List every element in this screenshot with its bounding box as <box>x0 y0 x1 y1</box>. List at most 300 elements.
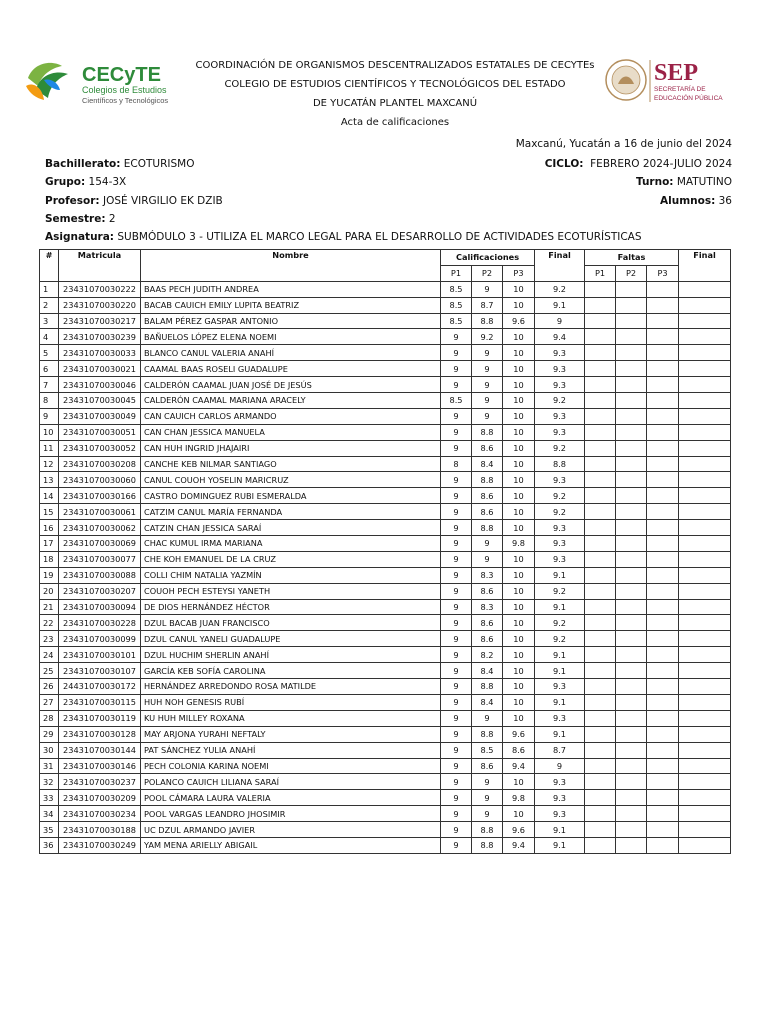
row-p2: 8.6 <box>472 615 503 631</box>
table-row <box>40 551 731 567</box>
cecyte-brand: CECyTE <box>82 64 161 86</box>
row-falta <box>585 790 616 806</box>
table-row <box>40 424 731 440</box>
row-final: 9.1 <box>535 822 585 838</box>
row-falta <box>647 615 679 631</box>
row-final: 9.1 <box>535 647 585 663</box>
row-falta <box>647 440 679 456</box>
table-row <box>40 281 731 297</box>
row-p2: 8.3 <box>472 567 503 583</box>
table-row <box>40 329 731 345</box>
row-matricula: 23431070030077 <box>59 551 141 567</box>
row-p1: 9 <box>441 488 472 504</box>
row-final: 9.3 <box>535 710 585 726</box>
row-matricula: 23431070030207 <box>59 583 141 599</box>
row-p3: 9.4 <box>503 758 535 774</box>
row-falta <box>585 488 616 504</box>
row-p3: 10 <box>503 774 535 790</box>
row-falta <box>616 663 647 679</box>
row-falta <box>585 583 616 599</box>
row-p2: 9 <box>472 710 503 726</box>
row-falta <box>585 631 616 647</box>
row-p2: 8.6 <box>472 488 503 504</box>
row-final: 9.3 <box>535 520 585 536</box>
row-falta <box>585 647 616 663</box>
row-falta <box>585 806 616 822</box>
row-p3: 10 <box>503 424 535 440</box>
row-nombre: CANCHE KEB NILMAR SANTIAGO <box>141 456 441 472</box>
row-final: 9.1 <box>535 663 585 679</box>
row-final-2 <box>679 424 731 440</box>
row-falta <box>585 822 616 838</box>
header-faltas: Faltas <box>585 250 679 266</box>
row-final-2 <box>679 393 731 409</box>
row-nombre: BAÑUELOS LÓPEZ ELENA NOEMI <box>141 329 441 345</box>
row-falta <box>647 408 679 424</box>
row-falta <box>585 663 616 679</box>
row-number: 28 <box>40 710 59 726</box>
turno-value: MATUTINO <box>676 176 732 189</box>
row-nombre: YAM MENA ARIELLY ABIGAIL <box>141 837 441 853</box>
row-falta <box>616 424 647 440</box>
table-row <box>40 790 731 806</box>
row-final: 9.3 <box>535 361 585 377</box>
table-row <box>40 472 731 488</box>
table-row <box>40 710 731 726</box>
row-final: 9.2 <box>535 583 585 599</box>
row-nombre: BAAS PECH JUDITH ANDREA <box>141 281 441 297</box>
row-falta <box>647 774 679 790</box>
row-p1: 9 <box>441 567 472 583</box>
row-matricula: 23431070030099 <box>59 631 141 647</box>
row-falta <box>616 536 647 552</box>
cecyte-sub1: Colegios de Estudios <box>82 85 167 95</box>
row-falta <box>647 488 679 504</box>
row-nombre: CASTRO DOMINGUEZ RUBI ESMERALDA <box>141 488 441 504</box>
row-matricula: 23431070030222 <box>59 281 141 297</box>
row-falta <box>647 822 679 838</box>
row-falta <box>647 329 679 345</box>
row-matricula: 23431070030094 <box>59 599 141 615</box>
row-number: 14 <box>40 488 59 504</box>
row-falta <box>585 377 616 393</box>
row-number: 2 <box>40 297 59 313</box>
row-p1: 9 <box>441 679 472 695</box>
row-falta <box>616 488 647 504</box>
table-row <box>40 758 731 774</box>
row-nombre: CAN CHAN JESSICA MANUELA <box>141 424 441 440</box>
row-p1: 9 <box>441 583 472 599</box>
row-matricula: 23431070030046 <box>59 377 141 393</box>
row-nombre: KU HUH MILLEY ROXANA <box>141 710 441 726</box>
header-matricula: Matricula <box>59 250 141 282</box>
row-p2: 8.5 <box>472 742 503 758</box>
row-p1: 8.5 <box>441 393 472 409</box>
row-p2: 9 <box>472 536 503 552</box>
row-p1: 8.5 <box>441 297 472 313</box>
title-line-1: COORDINACIÓN DE ORGANISMOS DESCENTRALIZADOS ESTATALES DE CECYTEs <box>195 60 595 71</box>
row-falta <box>647 726 679 742</box>
row-falta <box>616 837 647 853</box>
row-falta <box>647 679 679 695</box>
row-p3: 10 <box>503 663 535 679</box>
row-final-2 <box>679 551 731 567</box>
row-p3: 10 <box>503 583 535 599</box>
row-matricula: 23431070030228 <box>59 615 141 631</box>
row-matricula: 23431070030188 <box>59 822 141 838</box>
table-row <box>40 663 731 679</box>
row-nombre: BLANCO CANUL VALERIA ANAHÍ <box>141 345 441 361</box>
row-nombre: MAY ARJONA YURAHI NEFTALY <box>141 726 441 742</box>
row-final-2 <box>679 647 731 663</box>
row-falta <box>585 329 616 345</box>
row-matricula: 23431070030209 <box>59 790 141 806</box>
row-nombre: CANUL COUOH YOSELIN MARICRUZ <box>141 472 441 488</box>
row-p1: 9 <box>441 472 472 488</box>
row-nombre: COUOH PECH ESTEYSI YANETH <box>141 583 441 599</box>
row-number: 12 <box>40 456 59 472</box>
row-p1: 9 <box>441 758 472 774</box>
row-p2: 8.8 <box>472 472 503 488</box>
row-falta <box>585 774 616 790</box>
row-falta <box>585 551 616 567</box>
row-p1: 9 <box>441 408 472 424</box>
row-final: 9.1 <box>535 567 585 583</box>
row-falta <box>647 694 679 710</box>
row-final: 9.2 <box>535 393 585 409</box>
table-row <box>40 615 731 631</box>
row-number: 20 <box>40 583 59 599</box>
row-falta <box>616 726 647 742</box>
row-nombre: POOL CÁMARA LAURA VALERIA <box>141 790 441 806</box>
row-number: 4 <box>40 329 59 345</box>
row-falta <box>616 806 647 822</box>
row-final-2 <box>679 742 731 758</box>
row-matricula: 23431070030088 <box>59 567 141 583</box>
row-number: 29 <box>40 726 59 742</box>
grades-table-body <box>40 281 731 853</box>
row-number: 5 <box>40 345 59 361</box>
row-number: 25 <box>40 663 59 679</box>
row-matricula: 23431070030234 <box>59 806 141 822</box>
row-final: 8.8 <box>535 456 585 472</box>
row-number: 19 <box>40 567 59 583</box>
row-p2: 9.2 <box>472 329 503 345</box>
row-nombre: DE DIOS HERNÁNDEZ HÉCTOR <box>141 599 441 615</box>
row-number: 7 <box>40 377 59 393</box>
row-final-2 <box>679 313 731 329</box>
row-nombre: CATZIM CANUL MARÍA FERNANDA <box>141 504 441 520</box>
row-final: 9.3 <box>535 408 585 424</box>
row-final-2 <box>679 679 731 695</box>
row-final-2 <box>679 472 731 488</box>
row-p1: 9 <box>441 710 472 726</box>
row-number: 35 <box>40 822 59 838</box>
row-nombre: CAAMAL BAAS ROSELI GUADALUPE <box>141 361 441 377</box>
row-falta <box>616 408 647 424</box>
row-falta <box>616 393 647 409</box>
row-final: 9.1 <box>535 297 585 313</box>
row-p2: 9 <box>472 281 503 297</box>
row-number: 10 <box>40 424 59 440</box>
row-nombre: POOL VARGAS LEANDRO JHOSIMIR <box>141 806 441 822</box>
row-p2: 8.3 <box>472 599 503 615</box>
row-falta <box>585 520 616 536</box>
row-p1: 9 <box>441 806 472 822</box>
row-matricula: 23431070030144 <box>59 742 141 758</box>
row-matricula: 23431070030060 <box>59 472 141 488</box>
row-final: 9.2 <box>535 615 585 631</box>
table-row <box>40 520 731 536</box>
row-p1: 9 <box>441 837 472 853</box>
header-cal-p1: P1 <box>441 265 472 281</box>
row-final-2 <box>679 345 731 361</box>
row-falta <box>616 631 647 647</box>
row-number: 1 <box>40 281 59 297</box>
grupo-value: 154-3X <box>88 176 127 189</box>
row-final-2 <box>679 631 731 647</box>
row-falta <box>647 520 679 536</box>
row-p1: 9 <box>441 790 472 806</box>
row-falta <box>647 583 679 599</box>
row-p3: 10 <box>503 345 535 361</box>
row-p2: 8.2 <box>472 647 503 663</box>
row-final: 9.3 <box>535 774 585 790</box>
row-p2: 8.6 <box>472 758 503 774</box>
row-p2: 9 <box>472 774 503 790</box>
row-falta <box>585 408 616 424</box>
row-falta <box>616 822 647 838</box>
row-p3: 10 <box>503 440 535 456</box>
row-falta <box>647 599 679 615</box>
row-falta <box>647 790 679 806</box>
row-p1: 9 <box>441 377 472 393</box>
row-p3: 10 <box>503 679 535 695</box>
cecyte-sub2: Científicos y Tecnológicos <box>82 96 169 105</box>
asignatura-label: Asignatura: <box>45 231 115 244</box>
row-falta <box>585 424 616 440</box>
row-final: 9.3 <box>535 472 585 488</box>
row-falta <box>616 774 647 790</box>
row-falta <box>616 599 647 615</box>
row-matricula: 23431070030208 <box>59 456 141 472</box>
row-nombre: BALAM PÉREZ GASPAR ANTONIO <box>141 313 441 329</box>
row-falta <box>585 742 616 758</box>
row-final: 8.7 <box>535 742 585 758</box>
row-final: 9.1 <box>535 726 585 742</box>
date-line: Maxcanú, Yucatán a 16 de junio del 2024 <box>515 138 732 150</box>
row-matricula: 23431070030128 <box>59 726 141 742</box>
row-falta <box>616 281 647 297</box>
row-falta <box>616 742 647 758</box>
header-calificaciones: Calificaciones <box>441 250 535 266</box>
row-falta <box>585 758 616 774</box>
row-p3: 10 <box>503 504 535 520</box>
row-number: 9 <box>40 408 59 424</box>
row-falta <box>585 837 616 853</box>
row-falta <box>585 615 616 631</box>
table-row <box>40 488 731 504</box>
row-p3: 9.4 <box>503 837 535 853</box>
row-number: 11 <box>40 440 59 456</box>
table-row <box>40 567 731 583</box>
row-p1: 8 <box>441 456 472 472</box>
row-p3: 9.6 <box>503 726 535 742</box>
row-falta <box>585 440 616 456</box>
row-final: 9.2 <box>535 631 585 647</box>
row-nombre: POLANCO CAUICH LILIANA SARAÍ <box>141 774 441 790</box>
table-row <box>40 806 731 822</box>
row-matricula: 23431070030061 <box>59 504 141 520</box>
row-falta <box>616 520 647 536</box>
row-matricula: 23431070030249 <box>59 837 141 853</box>
row-nombre: PAT SÁNCHEZ YULIA ANAHÍ <box>141 742 441 758</box>
row-falta <box>585 599 616 615</box>
row-p1: 8.5 <box>441 313 472 329</box>
row-p1: 9 <box>441 774 472 790</box>
row-falta <box>647 504 679 520</box>
row-p1: 9 <box>441 345 472 361</box>
table-row <box>40 599 731 615</box>
table-row <box>40 345 731 361</box>
row-matricula: 23431070030052 <box>59 440 141 456</box>
sep-sub2: EDUCACIÓN PÚBLICA <box>654 95 723 102</box>
row-final-2 <box>679 408 731 424</box>
row-falta <box>585 567 616 583</box>
row-final: 9.2 <box>535 440 585 456</box>
row-p1: 9 <box>441 440 472 456</box>
title-line-3: DE YUCATÁN PLANTEL MAXCANÚ <box>312 98 478 109</box>
row-number: 22 <box>40 615 59 631</box>
row-final: 9.2 <box>535 281 585 297</box>
title-line-4: Acta de calificaciones <box>340 117 450 128</box>
row-falta <box>616 694 647 710</box>
table-row <box>40 837 731 853</box>
row-matricula: 23431070030115 <box>59 694 141 710</box>
row-final: 9 <box>535 758 585 774</box>
row-matricula: 23431070030062 <box>59 520 141 536</box>
row-falta <box>585 504 616 520</box>
semestre-value: 2 <box>108 212 116 225</box>
row-falta <box>585 393 616 409</box>
row-nombre: CAN HUH INGRID JHAJAIRI <box>141 440 441 456</box>
row-final: 9.2 <box>535 488 585 504</box>
row-p2: 8.6 <box>472 583 503 599</box>
row-falta <box>616 377 647 393</box>
profesor-value: JOSÉ VIRGILIO EK DZIB <box>102 194 223 207</box>
row-number: 36 <box>40 837 59 853</box>
table-row <box>40 726 731 742</box>
profesor-label: Profesor: <box>45 194 100 207</box>
row-falta <box>616 790 647 806</box>
document-titles <box>180 56 610 132</box>
row-falta <box>585 679 616 695</box>
row-final-2 <box>679 758 731 774</box>
row-matricula: 23431070030051 <box>59 424 141 440</box>
row-falta <box>647 551 679 567</box>
row-final: 9.3 <box>535 345 585 361</box>
row-number: 23 <box>40 631 59 647</box>
row-p3: 8.6 <box>503 742 535 758</box>
row-number: 16 <box>40 520 59 536</box>
row-nombre: BACAB CAUICH EMILY LUPITA BEATRIZ <box>141 297 441 313</box>
bachillerato-value: ECOTURISMO <box>123 158 195 170</box>
table-row <box>40 647 731 663</box>
row-falta <box>616 758 647 774</box>
row-falta <box>585 726 616 742</box>
row-number: 21 <box>40 599 59 615</box>
row-final: 9.2 <box>535 504 585 520</box>
table-row <box>40 504 731 520</box>
row-final: 9 <box>535 313 585 329</box>
row-nombre: DZUL BACAB JUAN FRANCISCO <box>141 615 441 631</box>
row-p3: 10 <box>503 710 535 726</box>
row-number: 17 <box>40 536 59 552</box>
row-p1: 9 <box>441 694 472 710</box>
row-falta <box>647 663 679 679</box>
row-falta <box>647 424 679 440</box>
row-nombre: CHE KOH EMANUEL DE LA CRUZ <box>141 551 441 567</box>
row-falta <box>647 281 679 297</box>
row-falta <box>616 313 647 329</box>
row-matricula: 23431070030069 <box>59 536 141 552</box>
row-falta <box>647 313 679 329</box>
row-nombre: DZUL CANUL YANELI GUADALUPE <box>141 631 441 647</box>
row-matricula: 23431070030107 <box>59 663 141 679</box>
row-p3: 9.6 <box>503 822 535 838</box>
row-falta <box>647 456 679 472</box>
row-falta <box>647 377 679 393</box>
row-falta <box>616 615 647 631</box>
row-final: 9.3 <box>535 679 585 695</box>
table-row <box>40 694 731 710</box>
row-falta <box>585 345 616 361</box>
row-falta <box>585 456 616 472</box>
row-p2: 9 <box>472 377 503 393</box>
row-nombre: PECH COLONIA KARINA NOEMI <box>141 758 441 774</box>
grupo-label: Grupo: <box>45 176 86 189</box>
row-p2: 8.8 <box>472 313 503 329</box>
row-final-2 <box>679 297 731 313</box>
row-p2: 8.7 <box>472 297 503 313</box>
row-falta <box>616 647 647 663</box>
row-p3: 10 <box>503 297 535 313</box>
row-number: 8 <box>40 393 59 409</box>
turno-label: Turno: <box>635 176 674 189</box>
row-p2: 8.8 <box>472 520 503 536</box>
row-number: 15 <box>40 504 59 520</box>
row-final: 9.3 <box>535 806 585 822</box>
row-final-2 <box>679 361 731 377</box>
row-falta <box>616 710 647 726</box>
row-final: 9.3 <box>535 424 585 440</box>
row-falta <box>616 345 647 361</box>
row-number: 33 <box>40 790 59 806</box>
row-p1: 9 <box>441 551 472 567</box>
row-p2: 8.6 <box>472 631 503 647</box>
row-final: 9.1 <box>535 837 585 853</box>
row-falta <box>616 551 647 567</box>
row-final-2 <box>679 837 731 853</box>
row-p1: 9 <box>441 631 472 647</box>
row-p2: 9 <box>472 361 503 377</box>
table-row <box>40 679 731 695</box>
row-p3: 10 <box>503 377 535 393</box>
row-final-2 <box>679 377 731 393</box>
row-matricula: 23431070030021 <box>59 361 141 377</box>
table-row <box>40 536 731 552</box>
row-falta <box>647 567 679 583</box>
